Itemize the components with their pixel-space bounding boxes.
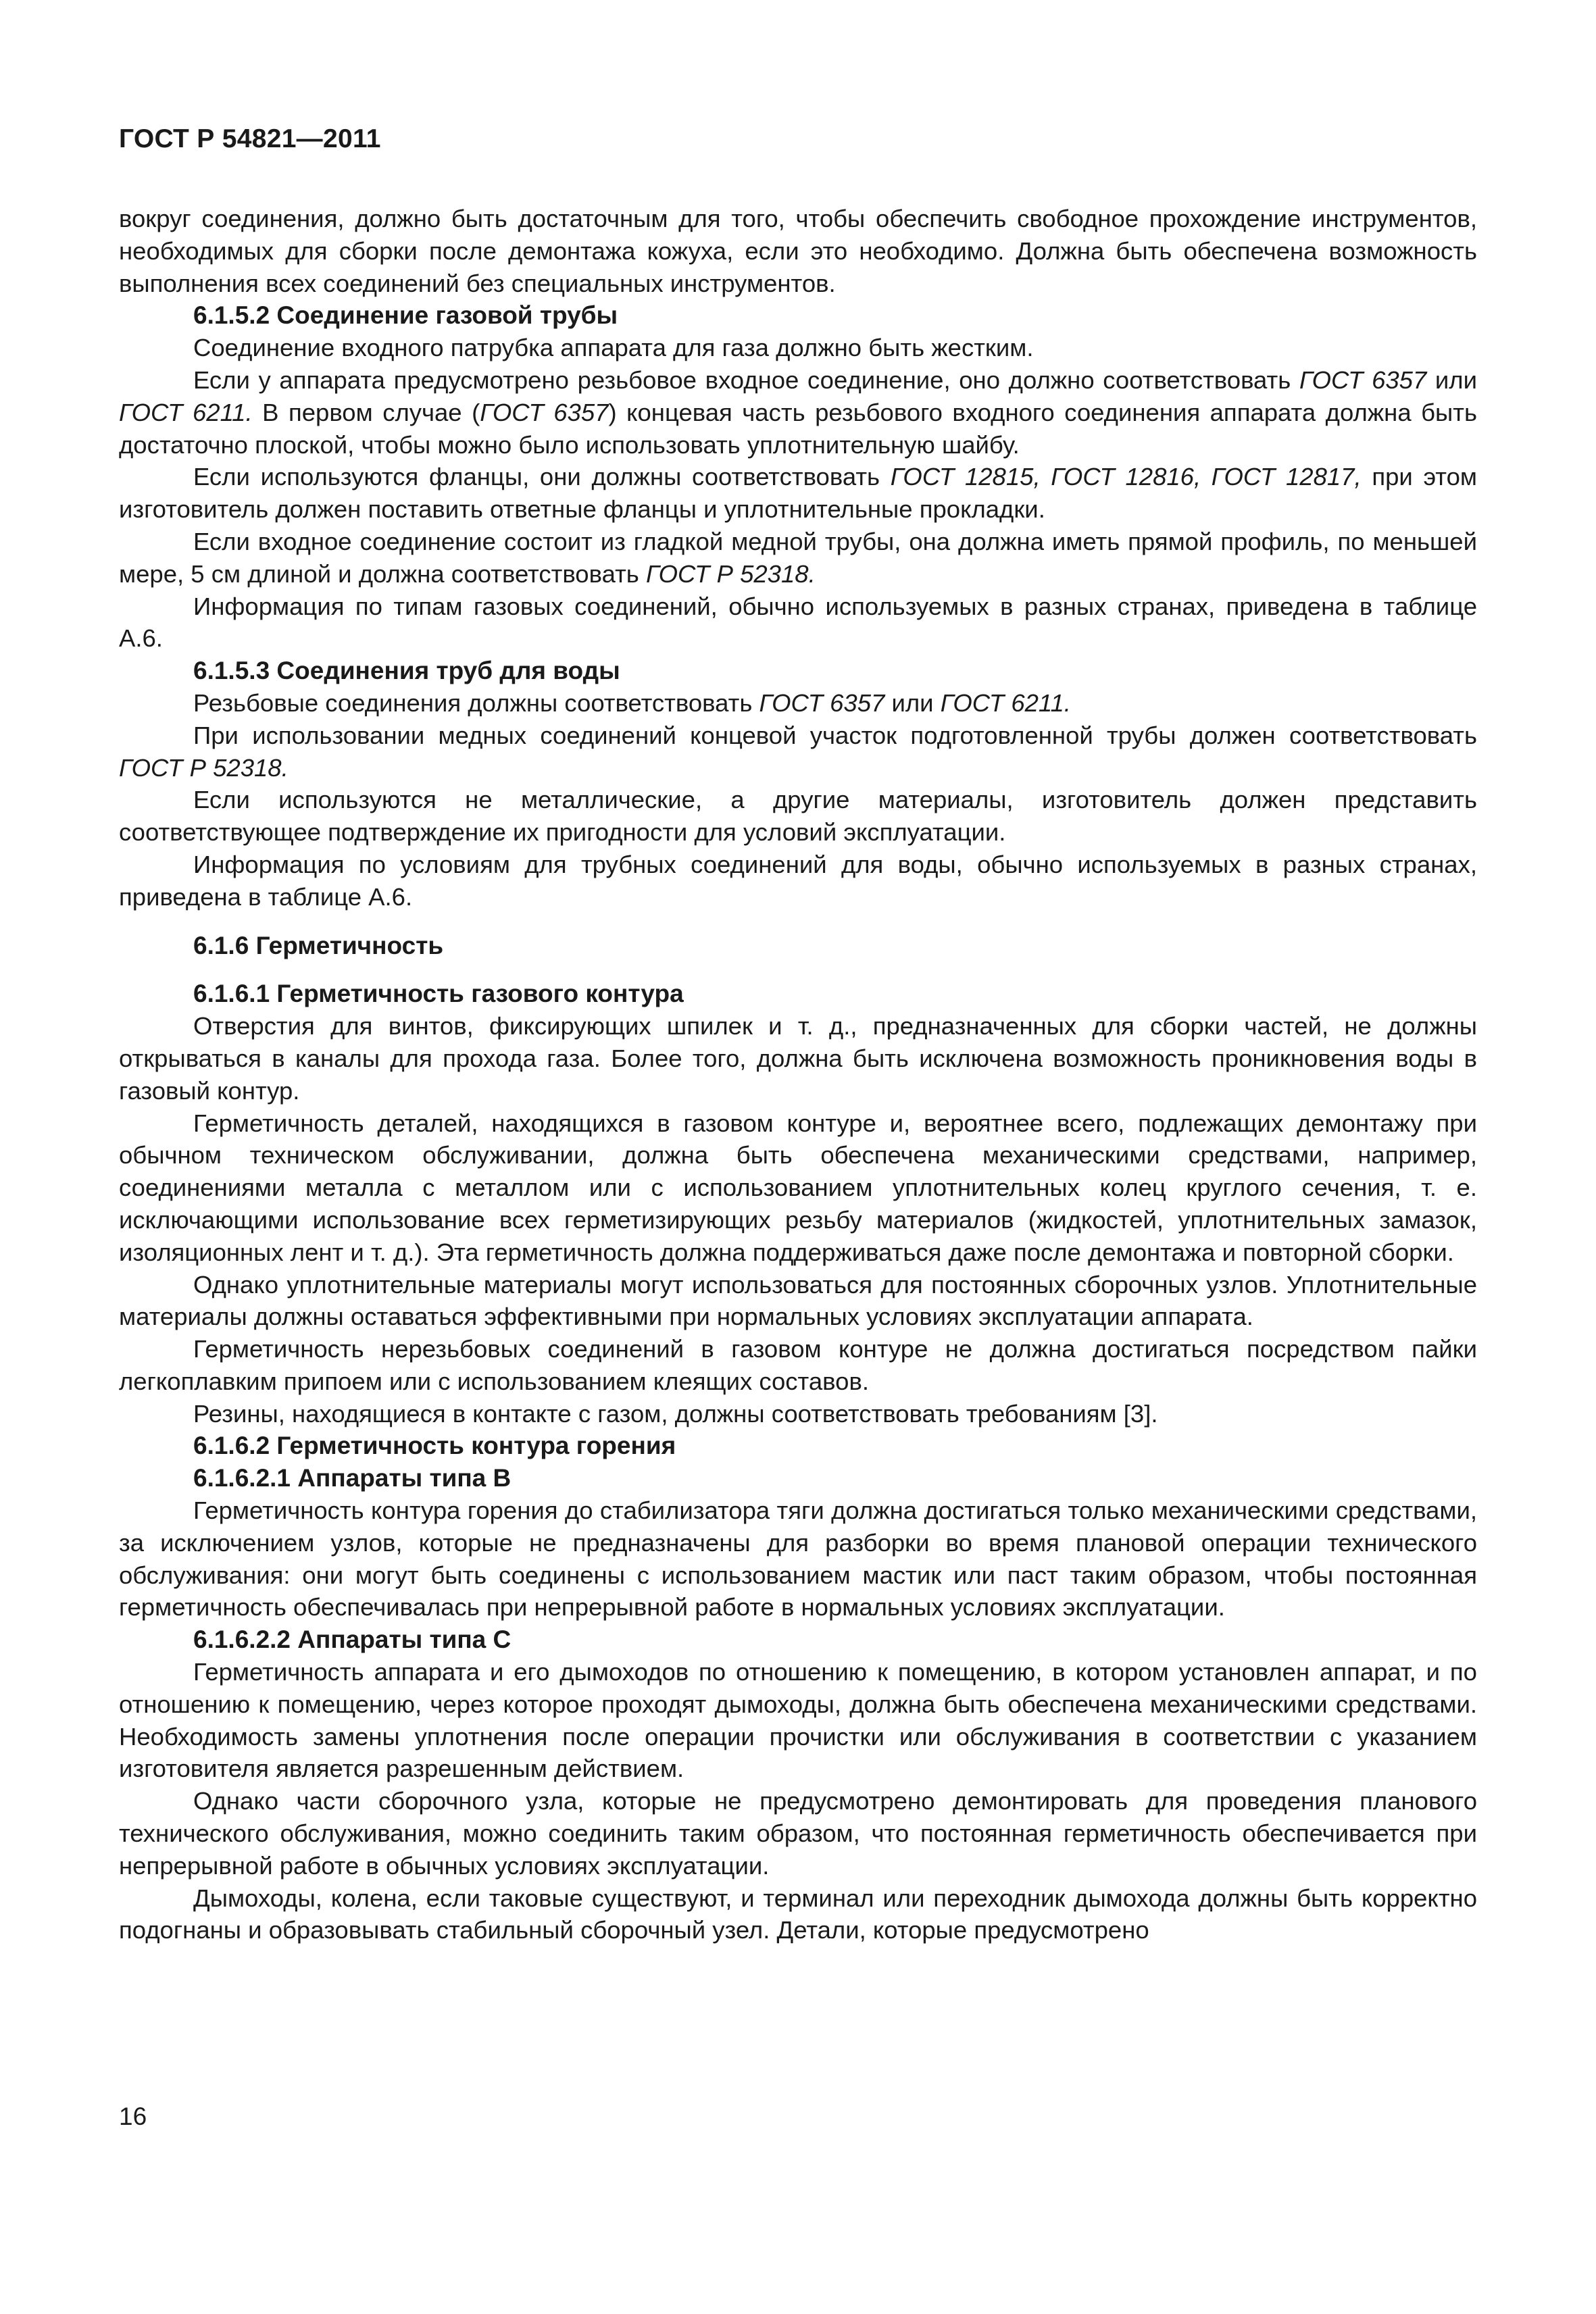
- text-run: Если используются фланцы, они должны соответствовать: [193, 463, 891, 491]
- body-paragraph: [119, 1494, 1477, 1624]
- body-paragraph: [119, 590, 1477, 655]
- body-paragraph: [119, 1333, 1477, 1398]
- text-run: Герметичность нерезьбовых соединений в газовом контуре не должна достигаться посредством пайки легкоплавким припоем или с использованием клеящих составов.: [119, 1335, 1477, 1395]
- text-run: Резьбовые соединения должны соответствовать: [193, 688, 759, 717]
- standard-reference: ГОСТ Р 52318.: [119, 753, 289, 782]
- text-run: или: [884, 688, 941, 717]
- document-code-header: ГОСТ Р 54821—2011: [119, 124, 381, 153]
- text-run: ) концевая часть резьбового входного соединения аппарата должна быть достаточно плоской, чтобы можно было использовать уплотнительную шайбу.: [119, 398, 1477, 459]
- text-run: Отверстия для винтов, фиксирующих шпилек и т. д., предназначенных для сборки частей, не должны открываться в каналы для прохода газа. Более того, должна быть исключена возможность проникновения воды в газовый контур.: [119, 1012, 1477, 1105]
- body-paragraph: [119, 461, 1477, 526]
- document-body: [119, 203, 1477, 1946]
- body-paragraph: [119, 1882, 1477, 1947]
- standard-reference: ГОСТ 6357: [1299, 366, 1427, 394]
- body-paragraph: [119, 784, 1477, 849]
- body-paragraph: [119, 526, 1477, 590]
- body-paragraph: [119, 1398, 1477, 1430]
- text-run: Если у аппарата предусмотрено резьбовое входное соединение, оно должно соответствовать: [193, 366, 1299, 394]
- section-heading: [119, 655, 1477, 687]
- body-paragraph: [119, 1107, 1477, 1269]
- standard-reference: ГОСТ 6357: [480, 398, 609, 426]
- section-heading: [119, 299, 1477, 332]
- text-run: 6.1.5.2 Соединение газовой трубы: [193, 301, 618, 330]
- body-paragraph: [119, 203, 1477, 299]
- text-run: Соединение входного патрубка аппарата для газа должно быть жестким.: [193, 334, 1034, 362]
- text-run: Дымоходы, колена, если таковые существуют, и терминал или переходник дымохода должны быть корректно подогнаны и образовывать стабильный сборочный узел. Детали, которые предусмотрено: [119, 1884, 1477, 1944]
- body-paragraph: [119, 687, 1477, 720]
- body-paragraph: [119, 720, 1477, 784]
- body-paragraph: [119, 1010, 1477, 1107]
- body-paragraph: [119, 1269, 1477, 1334]
- text-run: 6.1.5.3 Соединения труб для воды: [193, 657, 620, 685]
- text-run: При использовании медных соединений концевой участок подготовленной трубы должен соответствовать: [193, 721, 1477, 749]
- text-run: 6.1.6 Герметичность: [193, 931, 444, 959]
- text-run: Однако части сборочного узла, которые не предусмотрено демонтировать для проведения планового технического обслуживания, можно соединить таким образом, что постоянная герметичность обеспечивается при непрерывной работе в обычных условиях эксплуатации.: [119, 1787, 1477, 1880]
- standard-reference: ГОСТ 6211.: [940, 688, 1071, 717]
- section-heading: [119, 930, 1477, 962]
- text-run: Если используются не металлические, а другие материалы, изготовитель должен представить соответствующее подтверждение их пригодности для условий эксплуатации.: [119, 786, 1477, 847]
- body-paragraph: [119, 1785, 1477, 1882]
- standard-reference: ГОСТ 6357: [759, 688, 885, 717]
- text-run: или: [1426, 366, 1477, 394]
- standard-reference: ГОСТ 12815, ГОСТ 12816, ГОСТ 12817,: [890, 463, 1362, 491]
- section-heading: [119, 1624, 1477, 1656]
- section-heading: [119, 1430, 1477, 1462]
- text-run: Информация по условиям для трубных соединений для воды, обычно используемых в разных странах, приведена в таблице А.6.: [119, 850, 1477, 911]
- text-run: Информация по типам газовых соединений, обычно используемых в разных странах, приведена в таблице А.6.: [119, 592, 1477, 653]
- text-run: Если входное соединение состоит из гладкой медной трубы, она должна иметь прямой профиль, по меньшей мере, 5 см длиной и должна соответствовать: [119, 527, 1477, 588]
- text-run: Однако уплотнительные материалы могут использоваться для постоянных сборочных узлов. Уплотнительные материалы должны оставаться эффективными при нормальных условиях эксплуатации аппарата.: [119, 1270, 1477, 1331]
- text-run: 6.1.6.2.2 Аппараты типа С: [193, 1626, 512, 1654]
- body-paragraph: [119, 849, 1477, 913]
- text-run: Герметичность аппарата и его дымоходов по отношению к помещению, в котором установлен аппарат, и по отношению к помещению, через которое проходят дымоходы, должна быть обеспечена механическими средствами. Необходимость замены уплотнения после операции прочистки или обслуживания в соответствии с указанием изготовителя является разрешенным действием.: [119, 1658, 1477, 1783]
- body-paragraph: [119, 332, 1477, 364]
- text-run: вокруг соединения, должно быть достаточным для того, чтобы обеспечить свободное прохождение инструментов, необходимых для сборки после демонтажа кожуха, если это необходимо. Должна быть обеспечена возможность выполнения всех соединений без специальных инструментов.: [119, 205, 1477, 297]
- text-run: при этом изготовитель должен поставить ответные фланцы и уплотнительные прокладки.: [119, 463, 1477, 524]
- body-paragraph: [119, 364, 1477, 461]
- text-run: 6.1.6.1 Герметичность газового контура: [193, 980, 684, 1008]
- section-heading: [119, 1462, 1477, 1494]
- text-run: Герметичность деталей, находящихся в газовом контуре и, вероятнее всего, подлежащих демонтажу при обычном техническом обслуживании, должна быть обеспечена механическими средствами, например, соединениями металла с металлом или с использованием уплотнительных колец круглого сечения, т. е. исключающими использование всех герметизирующих резьбу материалов (жидкостей, уплотнительных замазок, изоляционных лент и т. д.). Эта герметичность должна поддерживаться даже после демонтажа и повторной сборки.: [119, 1109, 1477, 1266]
- text-run: 6.1.6.2.1 Аппараты типа В: [193, 1464, 512, 1492]
- text-run: 6.1.6.2 Герметичность контура горения: [193, 1432, 676, 1460]
- text-run: Резины, находящиеся в контакте с газом, должны соответствовать требованиям [3].: [193, 1399, 1158, 1428]
- section-heading: [119, 978, 1477, 1010]
- standard-reference: ГОСТ 6211.: [119, 398, 253, 426]
- text-run: В первом случае (: [252, 398, 480, 426]
- text-run: Герметичность контура горения до стабилизатора тяги должна достигаться только механическими средствами, за исключением узлов, которые не предназначены для разборки во время плановой операции технического обслуживания: они могут быть соединены с использованием мастик или паст таким образом, чтобы постоянная герметичность обеспечивалась при непрерывной работе в нормальных условиях эксплуатации.: [119, 1496, 1477, 1621]
- standard-reference: ГОСТ Р 52318.: [645, 559, 816, 588]
- body-paragraph: [119, 1656, 1477, 1785]
- page-number: 16: [119, 2103, 147, 2130]
